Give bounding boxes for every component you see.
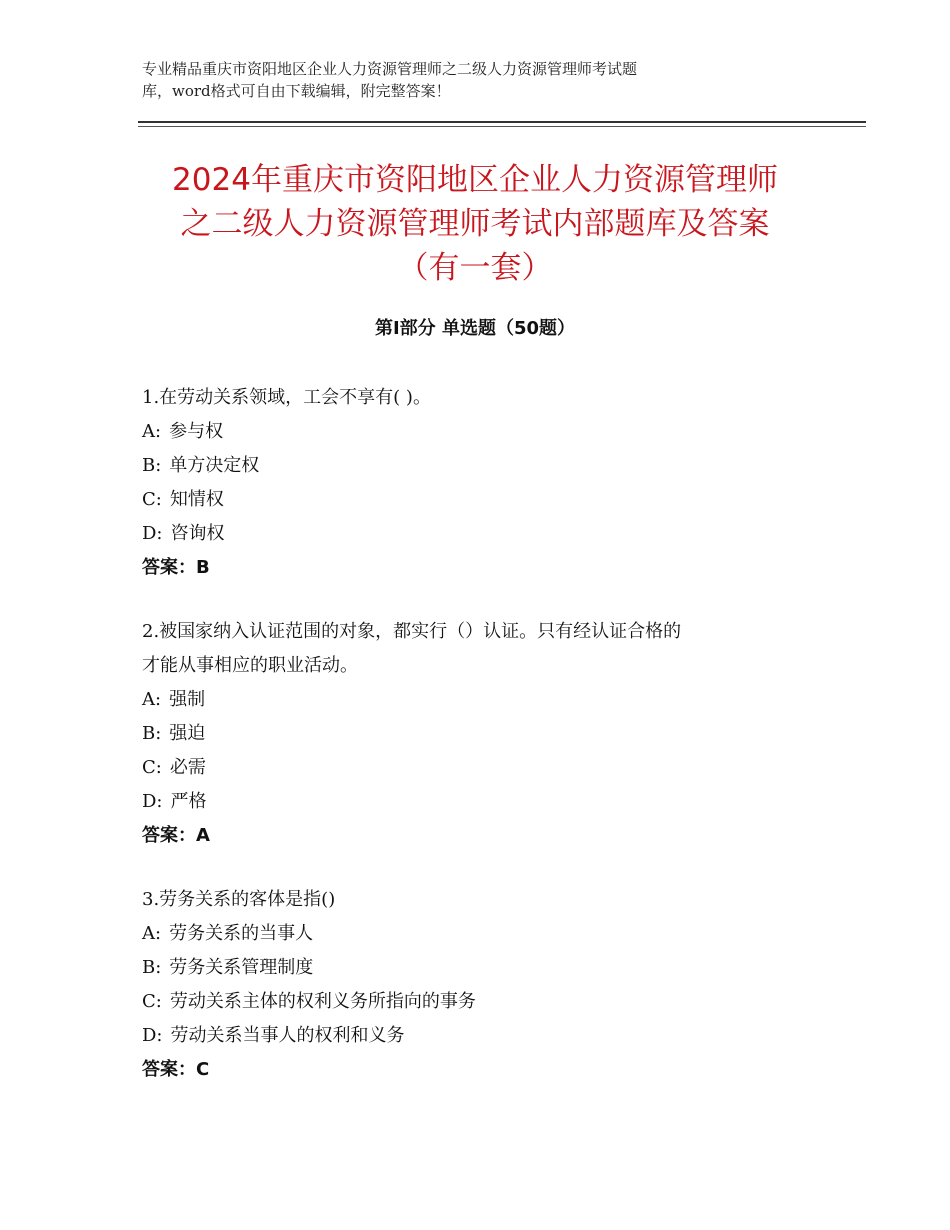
option-letter: A: — [142, 421, 162, 442]
question-stem-line: 3.劳务关系的客体是指() — [142, 889, 336, 910]
option-text: 强制 — [169, 689, 206, 710]
option-d — [142, 517, 822, 551]
option-text: 劳务关系的当事人 — [169, 923, 314, 944]
option-a — [142, 917, 822, 951]
option-text: 劳务关系管理制度 — [169, 957, 314, 978]
option-b — [142, 449, 822, 483]
option-text: 劳动关系当事人的权利和义务 — [170, 1025, 405, 1046]
option-letter: A: — [142, 923, 162, 944]
option-text: 劳动关系主体的权利义务所指向的事务 — [169, 991, 476, 1012]
option-text: 必需 — [169, 757, 206, 778]
question-stem — [142, 381, 822, 415]
question-stem — [142, 883, 822, 917]
header-note-line-1: 专业精品重庆市资阳地区企业人力资源管理师之二级人力资源管理师考试题 — [142, 60, 638, 78]
option-text: 单方决定权 — [169, 455, 260, 476]
option-d — [142, 785, 822, 819]
answer-label: 答案：B — [142, 557, 210, 578]
answer-label: 答案：A — [142, 825, 210, 846]
option-c — [142, 483, 822, 517]
option-letter: A: — [142, 689, 162, 710]
option-letter: C: — [142, 757, 162, 778]
option-text: 强迫 — [169, 723, 206, 744]
question-3 — [142, 883, 822, 1087]
header-rule-thin — [138, 126, 866, 127]
section-heading: 第Ⅰ部分 单选题（50题） — [374, 318, 575, 339]
option-text: 咨询权 — [170, 523, 225, 544]
question-2 — [142, 615, 822, 853]
option-letter: D: — [142, 1025, 163, 1046]
option-c — [142, 985, 822, 1019]
option-c — [142, 751, 822, 785]
option-text: 严格 — [170, 791, 207, 812]
option-letter: B: — [142, 723, 162, 744]
option-a — [142, 415, 822, 449]
option-b — [142, 717, 822, 751]
question-stem-line: 2.被国家纳入认证范围的对象，都实行（）认证。只有经认证合格的 — [142, 621, 682, 642]
option-a — [142, 683, 822, 717]
option-letter: B: — [142, 455, 162, 476]
option-letter: D: — [142, 791, 163, 812]
document-title — [100, 158, 850, 290]
option-d — [142, 1019, 822, 1053]
option-letter: D: — [142, 523, 163, 544]
question-1 — [142, 381, 822, 585]
question-stem — [142, 615, 822, 683]
option-text: 知情权 — [169, 489, 224, 510]
question-stem-line: 1.在劳动关系领域，工会不享有( )。 — [142, 387, 431, 408]
header-rule-thick — [138, 121, 866, 123]
header-note — [142, 58, 822, 102]
option-letter: C: — [142, 489, 162, 510]
option-letter: C: — [142, 991, 162, 1012]
document-title-line-2: 之二级人力资源管理师考试内部题库及答案 — [180, 206, 770, 242]
option-letter: B: — [142, 957, 162, 978]
question-list — [142, 381, 822, 1117]
option-text: 参与权 — [169, 421, 224, 442]
document-title-line-1: 2024年重庆市资阳地区企业人力资源管理师 — [172, 162, 778, 198]
option-b — [142, 951, 822, 985]
document-title-line-3: （有一套） — [397, 250, 553, 286]
answer-label: 答案：C — [142, 1059, 210, 1080]
question-stem-line: 才能从事相应的职业活动。 — [142, 655, 358, 676]
header-note-line-2: 库，word格式可自由下载编辑，附完整答案！ — [142, 82, 451, 100]
